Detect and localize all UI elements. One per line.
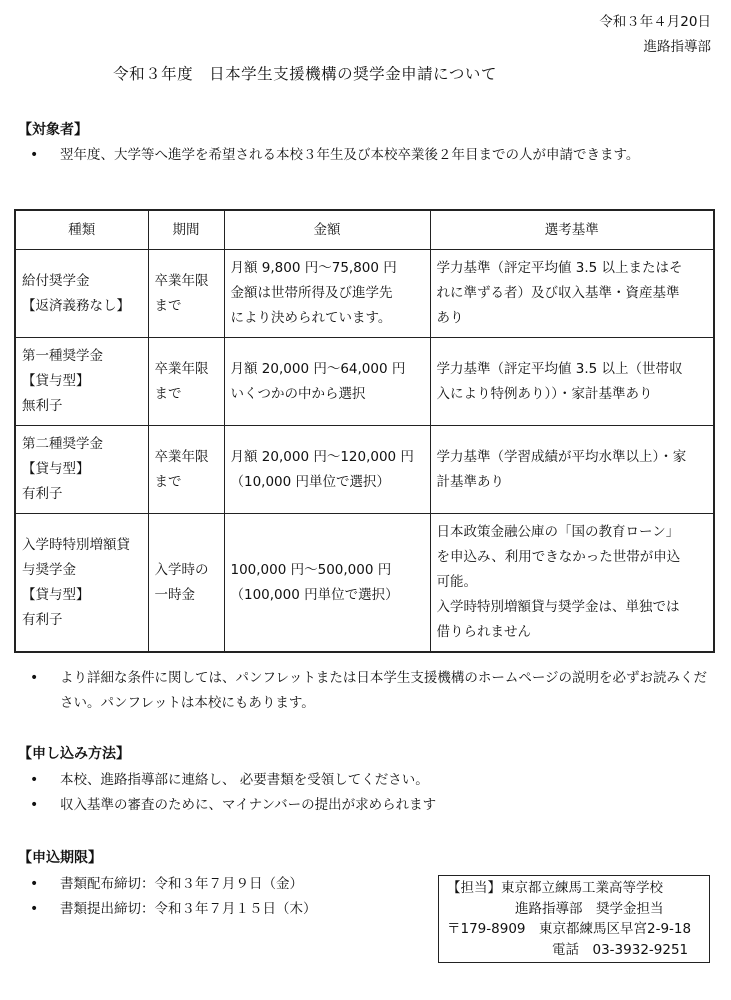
cell-line: いくつかの中から選択 [230, 385, 366, 402]
cell-period [148, 514, 224, 653]
scholarship-table [14, 209, 715, 653]
table-row [15, 426, 714, 514]
cell-criteria [430, 250, 714, 338]
list-item-text: 本校、進路指導部に連絡し、 必要書類を受領してください。 [60, 772, 429, 788]
cell-line: 【返済義務なし】 [22, 297, 130, 314]
cell-line: 入学時特別増額貸与奨学金は、単独では [436, 599, 680, 615]
cell-criteria [430, 338, 714, 426]
cell-amount [224, 338, 430, 426]
cell-line: 無利子 [22, 398, 63, 414]
issuing-department: 進路指導部 [643, 39, 711, 55]
target-heading: 【対象者】 [18, 122, 88, 138]
cell-line: 入学時特別増額貸 [22, 536, 130, 553]
cell-line: 入学時の [154, 561, 209, 578]
bullet-icon: • [30, 797, 39, 813]
cell-line: 入により特例あり））・家計基準あり [436, 385, 653, 402]
bullet-icon: • [30, 876, 39, 892]
cell-line: （100,000 円単位で選択） [230, 586, 399, 603]
cell-line: 学力基準（評定平均値 3.5 以上（世帯収 [436, 360, 683, 377]
note-list [30, 666, 717, 716]
header-date-block [599, 10, 711, 60]
cell-line: （10,000 円単位で選択） [230, 473, 391, 490]
cell-line: 給付奨学金 [22, 272, 90, 289]
cell-line: 有利子 [22, 611, 63, 628]
cell-line: 第一種奨学金 [22, 348, 103, 364]
contact-school: 【担当】東京都立練馬工業高等学校 [447, 880, 663, 896]
cell-amount [224, 426, 430, 514]
table-header-row [15, 210, 714, 250]
bullet-icon: • [30, 901, 39, 917]
column-header-period: 期間 [148, 210, 224, 250]
cell-line: 学力基準（学習成績が平均水準以上）・家 [436, 448, 687, 465]
list-item [30, 872, 431, 897]
table-row [15, 250, 714, 338]
table-row [15, 514, 714, 653]
list-item [30, 793, 717, 818]
contact-address: 〒179-8909 東京都練馬区早宮2-9-18 [447, 921, 692, 937]
cell-line: れに準ずる者）及び収入基準・資産基準 [436, 285, 680, 301]
cell-line: 月額 20,000 円～64,000 円 [230, 360, 406, 377]
contact-box [438, 875, 710, 963]
cell-type [15, 514, 148, 653]
cell-line: 卒業年限 [154, 272, 209, 289]
cell-line: 計基準あり [436, 473, 504, 490]
cell-line: 月額 9,800 円～75,800 円 [230, 260, 397, 276]
bullet-icon: • [30, 772, 39, 788]
column-header-type: 種類 [15, 210, 148, 250]
cell-line: 第二種奨学金 [22, 436, 103, 452]
cell-line: 日本政策金融公庫の「国の教育ローン」 [436, 524, 680, 540]
cell-line: 月額 20,000 円～120,000 円 [230, 448, 414, 465]
list-item [30, 143, 717, 168]
cell-line: 【貸与型】 [22, 586, 90, 603]
cell-criteria [430, 514, 714, 653]
cell-line: 与奨学金 [22, 561, 76, 578]
contact-phone: 電話 03-3932-9251 [552, 941, 689, 958]
cell-line: 借りられません [436, 624, 531, 640]
list-item-text: 収入基準の審査のために、マイナンバーの提出が求められます [60, 797, 437, 813]
cell-line: 学力基準（評定平均値 3.5 以上またはそ [436, 260, 683, 276]
column-header-criteria: 選考基準 [430, 210, 714, 250]
document-date: 令和３年４月20日 [599, 14, 711, 30]
list-item [30, 897, 431, 922]
list-item-text: 書類提出締切：令和３年７月１５日（木） [60, 901, 317, 917]
bullet-icon: • [30, 670, 39, 686]
cell-line: まで [154, 385, 182, 402]
cell-line: 卒業年限 [154, 448, 209, 465]
apply-heading: 【申し込み方法】 [18, 746, 130, 762]
deadline-list [30, 872, 431, 922]
cell-line: 可能。 [436, 574, 477, 590]
list-item [30, 768, 717, 793]
contact-department: 進路指導部 奨学金担当 [515, 900, 664, 917]
cell-line: 卒業年限 [154, 360, 209, 377]
cell-type [15, 250, 148, 338]
list-item-text: 翌年度、大学等へ進学を希望される本校３年生及び本校卒業後２年目までの人が申請できます。 [60, 147, 640, 163]
cell-type [15, 338, 148, 426]
cell-amount [224, 514, 430, 653]
apply-list [30, 768, 717, 818]
cell-line: 【貸与型】 [22, 373, 90, 389]
target-list [30, 143, 717, 168]
cell-line: 金額は世帯所得及び進学先 [230, 285, 393, 301]
cell-line: まで [154, 297, 182, 314]
cell-line: 100,000 円～500,000 円 [230, 561, 392, 578]
cell-period [148, 426, 224, 514]
cell-line: により決められています。 [230, 310, 392, 326]
cell-type [15, 426, 148, 514]
cell-line: あり [436, 310, 464, 326]
cell-line: 有利子 [22, 486, 63, 502]
cell-period [148, 338, 224, 426]
cell-period [148, 250, 224, 338]
bullet-icon: • [30, 147, 39, 163]
cell-line: を申込み、利用できなかった世帯が申込 [436, 549, 681, 565]
list-item [30, 666, 717, 716]
table-row [15, 338, 714, 426]
cell-line: 【貸与型】 [22, 461, 90, 477]
cell-amount [224, 250, 430, 338]
cell-line: 一時金 [154, 586, 195, 603]
list-item-text: 書類配布締切：令和３年７月９日（金） [60, 876, 303, 892]
document-title: 令和３年度 日本学生支援機構の奨学金申請について [113, 65, 497, 83]
cell-criteria [430, 426, 714, 514]
deadline-heading: 【申込期限】 [18, 850, 102, 866]
column-header-amount: 金額 [224, 210, 430, 250]
list-item-text: より詳細な条件に関しては、パンフレットまたは日本学生支援機構のホームページの説明を必ずお読みください。パンフレットは本校にもあります。 [60, 670, 708, 711]
cell-line: まで [154, 473, 182, 490]
table-body [15, 250, 714, 653]
